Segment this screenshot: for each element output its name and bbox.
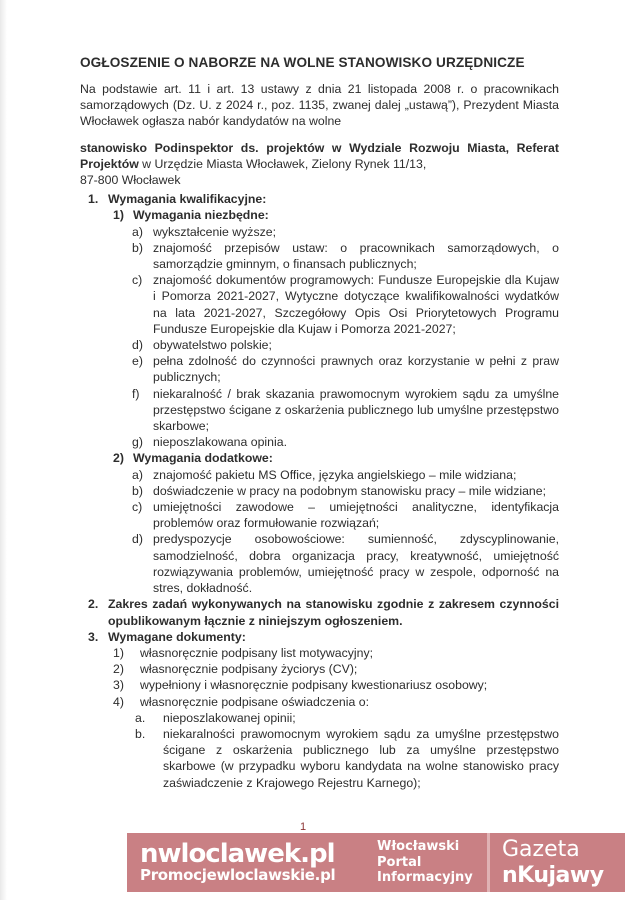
section-3-number: 3. bbox=[88, 629, 99, 644]
list-item bbox=[80, 661, 559, 677]
promocje-logo-text: Promocjewloclawskie.pl bbox=[140, 865, 336, 884]
position-paragraph bbox=[80, 140, 559, 172]
list-item-text: wypełniony i własnoręcznie podpisany kwestionariusz osobowy; bbox=[140, 678, 488, 693]
banner-portal-caption bbox=[377, 839, 487, 886]
list-item-label: b) bbox=[132, 240, 143, 255]
list-subitem bbox=[80, 710, 559, 726]
intro-paragraph: Na podstawie art. 11 i art. 13 ustawy z dnia 21 listopada 2008 r. o pracownikach samorządowych (Dz. U. z 2024 r., poz. 1135, zwanej dalej „ustawą”), Prezydent Miasta Włocławek ogłasza nabór kandydatów na wolne bbox=[80, 82, 559, 129]
section-3-heading bbox=[80, 629, 559, 645]
list-item-label: a) bbox=[132, 467, 143, 482]
list-item-text: doświadczenie w pracy na podobnym stanowisku pracy – mile widziane; bbox=[153, 483, 547, 498]
gazeta-logo-text: Gazeta bbox=[502, 836, 580, 862]
section-1-heading bbox=[80, 191, 559, 207]
list-item-label: f) bbox=[132, 386, 140, 401]
list-item bbox=[80, 694, 559, 710]
list-item-text: własnoręcznie podpisany życiorys (CV); bbox=[140, 662, 358, 677]
list-subitem bbox=[80, 726, 559, 791]
list-item-text: znajomość pakietu MS Office, języka angielskiego – mile widziana; bbox=[153, 467, 517, 482]
subsection-1-2-title: Wymagania dodatkowe: bbox=[133, 451, 273, 466]
list-item-text: własnoręcznie podpisany list motywacyjny; bbox=[140, 645, 374, 660]
list-item-text: wykształcenie wyższe; bbox=[153, 224, 277, 239]
list-item-label: d) bbox=[132, 338, 143, 353]
list-subitem-text: niekaralności prawomocnym wyrokiem sądu za umyślne przestępstwo ścigane z oskarżenia publicznego lub za umyślne przestępstwo skarbowe (w przypadku wyboru kandydata na wolne stanowisko pracy zaświadczenie z Krajowego Rejestru Karnego); bbox=[163, 726, 559, 790]
scan-edge-artifact bbox=[0, 0, 7, 900]
list-item-label: c) bbox=[132, 500, 143, 515]
list-item-text: znajomość przepisów ustaw: o pracownikach samorządowych, o samorządzie gminnym, o finansach publicznych; bbox=[153, 240, 559, 272]
list-item bbox=[80, 531, 559, 596]
nwloclawek-logo-text: nwloclawek.pl bbox=[140, 838, 335, 869]
list-item bbox=[80, 353, 559, 385]
list-item-label: 1) bbox=[113, 645, 124, 660]
document-content bbox=[80, 55, 559, 791]
document-title: OGŁOSZENIE O NABORZE NA WOLNE STANOWISKO URZĘDNICZE bbox=[80, 55, 525, 70]
subsection-1-2-heading bbox=[80, 450, 559, 466]
list-item-label: d) bbox=[132, 532, 143, 547]
list-subitem-label: b. bbox=[135, 726, 146, 741]
list-item bbox=[80, 337, 559, 353]
banner-logo-nwloclawek bbox=[127, 838, 377, 884]
banner-logo-gazeta bbox=[490, 837, 625, 889]
list-item bbox=[80, 645, 559, 661]
list-item-label: b) bbox=[132, 483, 143, 498]
list-item-text: pełna zdolność do czynności prawnych oraz korzystanie w pełni z praw publicznych; bbox=[153, 354, 559, 385]
section-1-title: Wymagania kwalifikacyjne: bbox=[108, 192, 267, 207]
list-item-text: znajomość dokumentów programowych: Fundusze Europejskie dla Kujaw i Pomorza 2021-2027, Wytyczne dotyczące kwalifikowalności wydatków na lata 2021-2027, Szczegółowy Opis Osi Priorytetowych Programu Fundusze Europejskie dla Kujaw i Pomorza 2021-2027; bbox=[153, 273, 559, 336]
section-3-title: Wymagane dokumenty: bbox=[108, 629, 246, 644]
list-item-label: e) bbox=[132, 354, 143, 369]
list-item-label: 3) bbox=[113, 678, 124, 693]
list-item bbox=[80, 499, 559, 531]
list-item-label: c) bbox=[132, 273, 143, 288]
list-item-text: niekaralność / brak skazania prawomocnym wyrokiem sądu za umyślne przestępstwo ścigane z oskarżenia publicznego lub umyślne przestępstwo skarbowe; bbox=[153, 386, 559, 434]
list-item bbox=[80, 483, 559, 499]
list-item-text: obywatelstwo polskie; bbox=[153, 338, 272, 353]
list-item bbox=[80, 272, 559, 337]
section-2-title: Zakres zadań wykonywanych na stanowisku zgodnie z zakresem czynności opublikowanym łącznie z niniejszym ogłoszeniem. bbox=[108, 597, 559, 628]
list-item-label: 2) bbox=[113, 662, 124, 677]
list-item bbox=[80, 467, 559, 483]
portal-caption-line3: Informacyjny bbox=[377, 870, 473, 886]
position-title-bold: stanowisko Podinspektor ds. projektów w Wydziale Rozwoju Miasta, Referat Projektów bbox=[80, 140, 559, 171]
list-item-text: nieposzlakowana opinia. bbox=[153, 435, 287, 450]
footer-banner bbox=[127, 833, 625, 892]
section-2-heading bbox=[80, 596, 559, 628]
subsection-1-2-number: 2) bbox=[113, 451, 124, 466]
subsection-1-1-number: 1) bbox=[113, 208, 124, 223]
list-item-text: własnoręcznie podpisane oświadczenia o: bbox=[140, 694, 369, 709]
portal-caption-line2: Portal bbox=[377, 854, 422, 870]
position-address: w Urzędzie Miasta Włocławek, Zielony Rynek 11/13, bbox=[138, 156, 427, 171]
list-subitem-label: a. bbox=[135, 710, 146, 725]
list-item bbox=[80, 434, 559, 450]
section-1-number: 1. bbox=[88, 192, 99, 207]
list-item-label: g) bbox=[132, 435, 143, 450]
list-item bbox=[80, 677, 559, 693]
list-item bbox=[80, 240, 559, 272]
postal-line: 87-800 Włocławek bbox=[80, 173, 181, 188]
list-item-label: 4) bbox=[113, 694, 124, 709]
list-item-text: predyspozycje osobowościowe: sumienność, zdyscyplinowanie, samodzielność, dobra organizacja pracy, kreatywność, umiejętność rozwiązywania problemów, umiejętność pracy w zespole, odporność na stres, dokładność. bbox=[153, 532, 559, 596]
section-2-number: 2. bbox=[88, 597, 99, 612]
subsection-1-1-title: Wymagania niezbędne: bbox=[133, 208, 269, 223]
list-item bbox=[80, 224, 559, 240]
list-item bbox=[80, 386, 559, 435]
list-item-label: a) bbox=[132, 224, 143, 239]
list-item-text: umiejętności zawodowe – umiejętności analityczne, identyfikacja problemów oraz formułowanie rozwiązań; bbox=[153, 500, 559, 531]
nkujawy-logo-text: nKujawy bbox=[502, 862, 604, 888]
page-number: 1 bbox=[300, 821, 307, 833]
subsection-1-1-heading bbox=[80, 207, 559, 223]
list-subitem-text: nieposzlakowanej opinii; bbox=[163, 710, 296, 725]
portal-caption-line1: Włocławski bbox=[377, 839, 460, 855]
